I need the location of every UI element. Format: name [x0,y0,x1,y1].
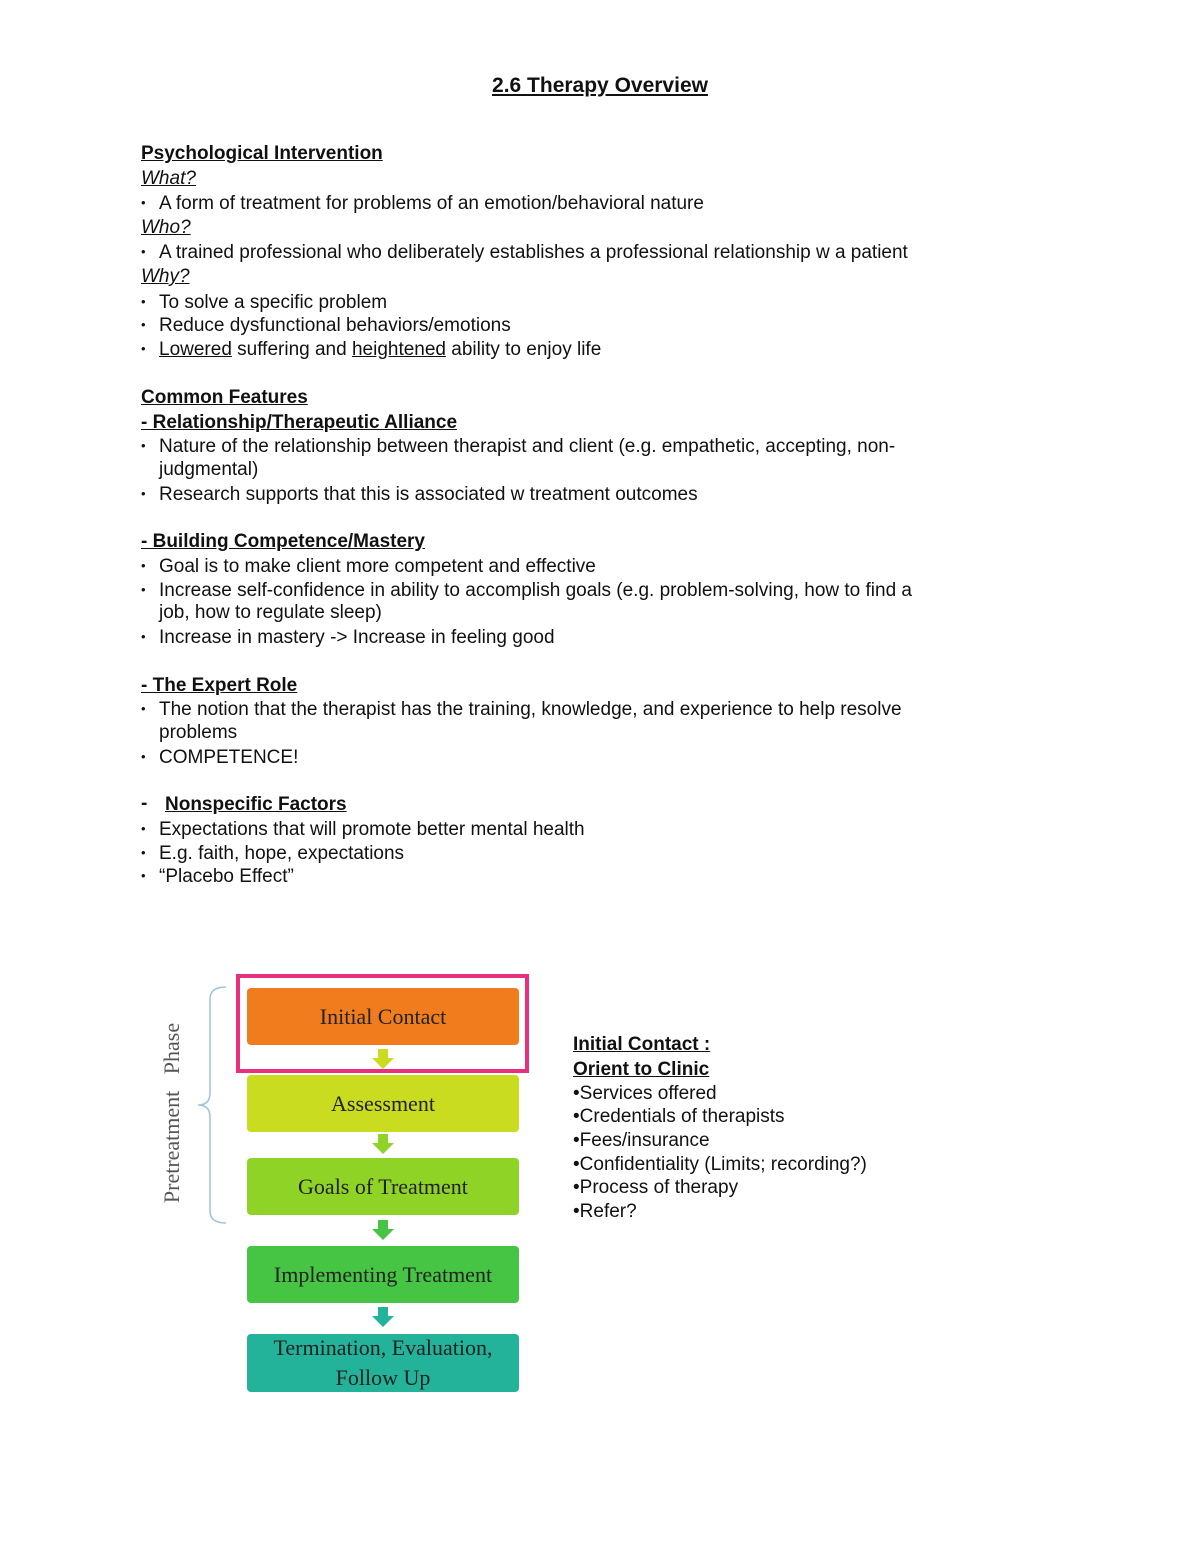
list-item: • A form of treatment for problems of an emotion/behavioral nature [141,193,704,214]
list-item: • Lowered suffering and heightened ability to enjoy life [141,339,602,360]
bullet-icon: • [141,701,146,716]
subheading-relationship: - Relationship/Therapeutic Alliance [141,412,458,433]
section-heading-psychological-intervention: Psychological Intervention [141,143,383,164]
phase-brace [188,985,228,1225]
arrow-down-icon [372,1220,394,1240]
subheading-competence: - Building Competence/Mastery [141,531,425,552]
page-title: 2.6 Therapy Overview [492,74,708,97]
step-initial-contact: Initial Contact [247,988,519,1045]
step-termination-evaluation-follow-up: Termination, Evaluation, Follow Up [247,1334,519,1392]
bullet-icon: • [141,341,146,356]
list-item: •Confidentiality (Limits; recording?) [573,1154,867,1175]
list-item: • E.g. faith, hope, expectations [141,843,405,864]
bullet-icon: • [141,294,146,309]
bullet-icon: • [141,821,146,836]
list-item: •Credentials of therapists [573,1106,785,1127]
orient-to-clinic-heading: Orient to Clinic [573,1059,710,1080]
question-what: What? [141,168,196,189]
list-item-continuation: problems [159,722,238,743]
bullet-icon: • [141,558,146,573]
list-item: • Research supports that this is associated w treatment outcomes [141,484,698,505]
list-item: • The notion that the therapist has the training, knowledge, and experience to help resolve [141,699,902,720]
list-item: • Increase in mastery -> Increase in feeling good [141,627,555,648]
bullet-icon: • [141,749,146,764]
arrow-down-icon [372,1049,394,1069]
step-implementing-treatment: Implementing Treatment [247,1246,519,1303]
list-item: •Process of therapy [573,1177,739,1198]
list-item: • COMPETENCE! [141,747,299,768]
bullet-icon: • [141,629,146,644]
bullet-icon: • [141,868,146,883]
list-item: •Fees/insurance [573,1130,710,1151]
arrow-down-icon [372,1307,394,1327]
question-why: Why? [141,266,190,287]
step-goals-of-treatment: Goals of Treatment [247,1158,519,1215]
bullet-icon: • [141,582,146,597]
question-who: Who? [141,217,191,238]
list-item: •Refer? [573,1201,637,1222]
list-item-continuation: job, how to regulate sleep) [159,602,382,623]
list-item: • Increase self-confidence in ability to accomplish goals (e.g. problem-solving, how to find a [141,580,912,601]
initial-contact-heading: Initial Contact : [573,1034,711,1055]
list-item: • Expectations that will promote better mental health [141,819,585,840]
bullet-icon: • [141,438,146,453]
list-item: • Reduce dysfunctional behaviors/emotions [141,315,511,336]
bullet-icon: • [141,195,146,210]
arrow-down-icon [372,1134,394,1154]
subheading-nonspecific: Nonspecific Factors [165,794,347,815]
list-item: • Goal is to make client more competent and effective [141,556,596,577]
bullet-icon: • [141,317,146,332]
bullet-icon: • [141,845,146,860]
list-item-continuation: judgmental) [159,459,259,480]
subheading-expert-role: - The Expert Role [141,675,298,696]
subheading-nonspecific-dash: - [141,793,148,814]
list-item: • To solve a specific problem [141,292,388,313]
pretreatment-phase-label: Pretreatment Phase [159,1022,184,1204]
section-heading-common-features: Common Features [141,387,308,408]
bullet-icon: • [141,244,146,259]
list-item: • “Placebo Effect” [141,866,294,887]
list-item: • Nature of the relationship between therapist and client (e.g. empathetic, accepting, non- [141,436,896,457]
list-item: • A trained professional who deliberately establishes a professional relationship w a patient [141,242,908,263]
list-item: •Services offered [573,1083,717,1104]
bullet-icon: • [141,486,146,501]
step-assessment: Assessment [247,1075,519,1132]
